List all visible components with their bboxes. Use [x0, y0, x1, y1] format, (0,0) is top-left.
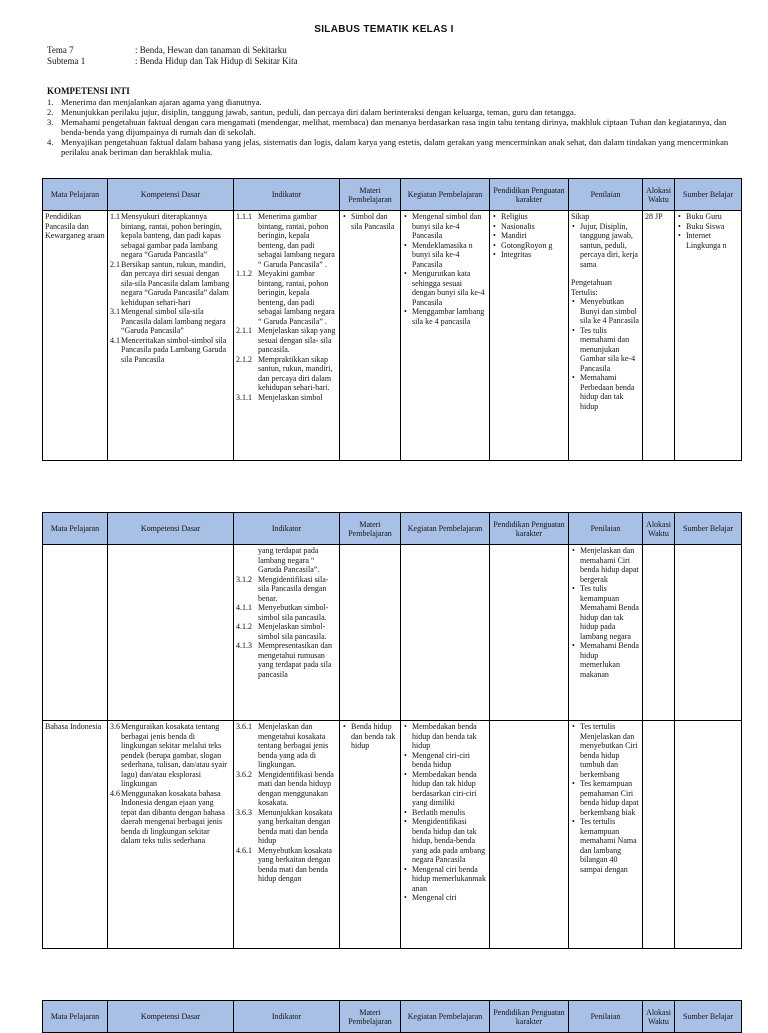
item-number: 2.1.1 [236, 326, 252, 335]
alokasi-cell [643, 721, 675, 949]
item-number: 3.1 [110, 307, 120, 316]
table-row [43, 545, 742, 721]
indikator-cell [234, 211, 340, 461]
kegiatan-cell [401, 545, 490, 721]
alokasi-cell [643, 211, 675, 461]
item-text: Menyajikan pengetahuan faktual dalam bahasa yang jelas, sistematis dan logis, dalam karya yang estetis, dalam gerakan yang mencerminkan anak sehat, dan dalam tindakan yang mencerminkan perilaku anak beriman dan berakhlak mulia. [61, 137, 729, 157]
materi-cell [340, 545, 401, 721]
item-number: 4.1 [110, 335, 120, 345]
column-header: Alokasi Waktu [643, 513, 675, 545]
indikator-item [236, 212, 337, 269]
kompetensi-inti-item [47, 117, 744, 137]
penilaian-item: • Tes tertulis Menjelaskan dan menyebutkan Ciri benda hidup tumbuh dan berkembang [580, 722, 640, 779]
item-number: 3.6 [110, 722, 120, 731]
alokasi-cell [643, 545, 675, 721]
item-text: Menyebutkan simbol- simbol sila pancasila. [258, 603, 329, 622]
column-header: Indikator [234, 513, 340, 545]
item-number: 1.1.1 [236, 212, 252, 221]
item-text: Mengidentifikasi benda mati dan benda hiduyp dengan menggunakan kosakata. [258, 769, 334, 807]
item-number: 3.6.1 [236, 722, 252, 731]
mata-pelajaran-text: Pendidikan Pancasila dan Kewarganeg araan [45, 212, 105, 240]
tema-line [47, 45, 287, 55]
item-number: 3.6.2 [236, 769, 252, 779]
kompetensi-dasar-cell [108, 545, 234, 721]
item-text: Menunjukkan kosakata yang berkaitan dengan benda mati dan benda hidup [258, 807, 333, 845]
item-number: 4.1.3 [236, 641, 252, 650]
karakter-cell [490, 211, 569, 461]
item-text: Menunjukkan perilaku jujur, disiplin, tanggung jawab, santun, peduli, dan percaya diri dalam berinteraksi dengan keluarga, teman, guru dan tetangga. [61, 107, 576, 117]
karakter-item: • Religius [501, 212, 566, 222]
item-number: 3.6.3 [236, 807, 252, 817]
materi-cell [340, 721, 401, 949]
kompetensi-dasar-cell [108, 211, 234, 461]
indikator-item [236, 326, 337, 355]
kompetensi-dasar-item [110, 336, 231, 365]
karakter-item: • Nasionalis [501, 222, 566, 232]
item-number: 3. [47, 117, 54, 127]
kegiatan-item: • Mengenal ciri [412, 893, 487, 903]
indikator-item [236, 770, 337, 808]
mata-pelajaran-cell [43, 211, 108, 461]
sumber-item: • Internet Lingkunga n [686, 231, 739, 250]
kegiatan-item: • Membedakan benda hidup dan benda tak hidup [412, 722, 487, 751]
sumber-item: • Buku Siswa [686, 222, 739, 232]
karakter-cell [490, 545, 569, 721]
column-header: Mata Pelajaran [43, 179, 108, 211]
indikator-item [236, 641, 337, 679]
item-number: 2.1.2 [236, 354, 252, 364]
subtema-label: Subtema 1 [47, 56, 86, 66]
item-text: Menceritakan simbol-simbol sila Pancasila pada Lambang Garuda sila Pancasila [121, 335, 227, 364]
column-header: Materi Pembelajaran [340, 1001, 401, 1033]
indikator-item [236, 846, 337, 884]
column-header: Alokasi Waktu [643, 1001, 675, 1033]
item-text: Menjelaskan simbol-simbol sila pancasila. [258, 622, 327, 641]
indikator-item [236, 393, 337, 403]
sumber-cell [675, 211, 742, 461]
kegiatan-item: • Mengidentifikasi benda hidup dan tak hidup, benda-benda yang ada pada ambang negara Pancasila [412, 817, 487, 865]
item-number: 4. [47, 137, 54, 147]
indikator-item [236, 603, 337, 622]
column-header: Penilaian [569, 513, 643, 545]
penilaian-cell [569, 545, 643, 721]
column-header: Indikator [234, 1001, 340, 1033]
kompetensi-dasar-item [110, 307, 231, 336]
indikator-item [236, 622, 337, 641]
column-header: Indikator [234, 179, 340, 211]
syllabus-table-1 [42, 178, 742, 461]
karakter-item: • GotongRoyon g [501, 241, 566, 251]
indikator-item [236, 722, 337, 770]
column-header: Sumber Belajar [675, 1001, 742, 1033]
item-text: Memahami pengetahuan faktual dengan cara mengamati (mendengar, melihat, membaca) dan menanya berdasarkan rasa ingin tahu tentang dirinya, makhluk ciptaan Tuhan dan kegiatannya, dan benda-benda yang dijumpainya di rumah dan di sekolah. [61, 117, 727, 137]
item-number: 4.1.1 [236, 603, 252, 612]
penilaian-cell [569, 211, 643, 461]
column-header: Sumber Belajar [675, 179, 742, 211]
item-number: 2.1 [110, 259, 120, 269]
indikator-item [236, 269, 337, 326]
karakter-item: • Mandiri [501, 231, 566, 241]
kegiatan-item: • Mengenal ciri-ciri benda hidup [412, 751, 487, 770]
column-header: Penilaian [569, 1001, 643, 1033]
column-header: Mata Pelajaran [43, 1001, 108, 1033]
item-text: Menguraikan kosakata tentang berbagai jenis benda di lingkungan sekitar melalui teks pendek (berupa gambar, slogan sederhana, tulisan, dan/atau syair lagu) dan/atau eksplorasi lingkungan [121, 722, 227, 788]
item-text: Mempresentasikan dan mengetahui rumusan yang terdapat pada sila pancasila [258, 641, 332, 679]
alokasi-text: 28 JP [645, 212, 663, 221]
syllabus-table-2 [42, 512, 742, 949]
column-header: Alokasi Waktu [643, 179, 675, 211]
kompetensi-inti-item [47, 107, 744, 117]
kegiatan-item: • Mengenal simbol dan bunyi sila ke-4 Pancasila [412, 212, 487, 241]
indikator-item [236, 355, 337, 393]
item-text: Menerima gambar bintang, rantai, pohon beringin, kepala benteng, dan padi sebagai lambang negara “ Garuda Pancasila” . [258, 212, 335, 269]
kompetensi-inti-item [47, 137, 744, 157]
document-title: SILABUS TEMATIK KELAS I [314, 24, 454, 35]
kegiatan-cell [401, 721, 490, 949]
indikator-item [236, 575, 337, 604]
column-header: Kompetensi Dasar [108, 179, 234, 211]
indikator-item [236, 808, 337, 846]
penilaian-item: • Memahami Benda hidup memerlukan makanan [580, 641, 640, 679]
item-text: Mensyukuri diterapkannya bintang, rantai, pohon beringin, kepala banteng, dan padi kapas sebagai gambar pada lambang negara “Garuda Pancasila” [121, 212, 222, 259]
subtema-line [47, 56, 298, 66]
item-number: 4.6.1 [236, 845, 252, 855]
penilaian-pengetahuan-label: Pengetahuan Tertulis: [571, 278, 612, 297]
item-text: Mengenal simbol sila-sila Pancasila dalam lambang negara “Garuda Pancasila” [121, 307, 226, 335]
kegiatan-item: • Mendeklamasika n bunyi sila ke-4 Pancasila [412, 241, 487, 270]
materi-cell [340, 211, 401, 461]
penilaian-sikap-label: Sikap [571, 212, 590, 221]
item-number: 2. [47, 107, 54, 117]
table-header-row [43, 513, 742, 545]
item-number: 3.1.2 [236, 574, 252, 584]
item-text: Mengidentifikasi sila-sila Pancasila dengan benar. [258, 574, 329, 603]
mata-pelajaran-text: Bahasa Indonesia [45, 722, 102, 731]
item-text: Meyakini gambar bintang, rantai, pohon beringin, kepala benteng, dan padi sebagai lambang negara “ Garuda Pancasila” . [258, 269, 335, 326]
penilaian-item: • Tes tulis kemampuan Memahami Benda hidup dan tak hidup pada lambang negara [580, 584, 640, 641]
indikator-cell [234, 721, 340, 949]
item-number: 1.1.2 [236, 269, 252, 278]
penilaian-item: • Memahami Perbedaan benda hidup dan tak hidup [580, 373, 640, 411]
kegiatan-item: • Mengenal ciri benda hidup memerlukanmak anan [412, 865, 487, 894]
table-row [43, 211, 742, 461]
kegiatan-cell [401, 211, 490, 461]
kompetensi-inti-list [47, 97, 744, 157]
kegiatan-item: • Menggambar lambang sila ke 4 pancasila [412, 307, 487, 326]
item-number: 4.6 [110, 788, 120, 798]
penilaian-item: • Menyebutkan Bunyi dan simbol sila ke 4 Pancasila [580, 297, 640, 326]
column-header: Kegiatan Pembelajaran [401, 179, 490, 211]
indikator-continued: yang terdapat pada lambang negara “ Garuda Pancasila”. [258, 546, 320, 574]
tema-value: : Benda, Hewan dan tanaman di Sekitarku [135, 45, 287, 55]
column-header: Pendidikan Penguatan karakter [490, 513, 569, 545]
penilaian-item: • Menjelaskan dan memahami Ciri benda hidup dapat bergerak [580, 546, 640, 584]
table-row [43, 721, 742, 949]
item-number: 1. [47, 97, 54, 107]
syllabus-table-3 [42, 1000, 742, 1033]
column-header: Kegiatan Pembelajaran [401, 513, 490, 545]
kompetensi-dasar-item [110, 789, 231, 846]
column-header: Kegiatan Pembelajaran [401, 1001, 490, 1033]
column-header: Mata Pelajaran [43, 513, 108, 545]
kegiatan-item: • Mengurutkan kata sehingga sesuai dengan bunyi sila ke-4 Pancasila [412, 269, 487, 307]
penilaian-cell [569, 721, 643, 949]
materi-item: • Simbol dan sila Pancasila [351, 212, 398, 231]
item-text: Mempraktikkan sikap santun, rukun, mandiri, dan percaya diri dalam kehidupan sehari-hari. [258, 354, 333, 392]
column-header: Materi Pembelajaran [340, 179, 401, 211]
karakter-cell [490, 721, 569, 949]
column-header: Kompetensi Dasar [108, 1001, 234, 1033]
item-text: Bersikap santun, rukun, mandiri, dan percaya diri sesuai dengan sila-sila Pancasila dalam lambang negara “Garuda Pancasila” dalam kehidupan sehari-hari [121, 259, 230, 307]
sumber-cell [675, 545, 742, 721]
sumber-item: • Buku Guru [686, 212, 739, 222]
penilaian-item: • Tes tulis memahami dan menunjukan Gambar sila ke-4 Pancasila [580, 326, 640, 374]
item-number: 4.1.2 [236, 622, 252, 631]
column-header: Kompetensi Dasar [108, 513, 234, 545]
mata-pelajaran-cell [43, 545, 108, 721]
column-header: Sumber Belajar [675, 513, 742, 545]
item-text: Menyebutkan kosakata yang berkaitan dengan benda mati dan benda hidup dengan [258, 845, 332, 883]
indikator-cell [234, 545, 340, 721]
column-header: Pendidikan Penguatan karakter [490, 1001, 569, 1033]
item-text: Menjelaskan simbol [258, 392, 323, 402]
kompetensi-inti-heading: KOMPETENSI INTI [47, 86, 130, 96]
column-header: Materi Pembelajaran [340, 513, 401, 545]
kompetensi-dasar-item [110, 212, 231, 260]
penilaian-item: • Jujur, Disiplin, tanggung jawab, santun, peduli, percaya diri, kerja sama [580, 222, 640, 270]
column-header: Penilaian [569, 179, 643, 211]
kompetensi-dasar-cell [108, 721, 234, 949]
kompetensi-dasar-item [110, 722, 231, 789]
item-number: 1.1 [110, 212, 120, 221]
mata-pelajaran-cell [43, 721, 108, 949]
penilaian-item: • Tes tertulis kemampuan memahami Nama dan lambang bilangan 40 sampai dengan [580, 817, 640, 874]
karakter-item: • Integritas [501, 250, 566, 260]
subtema-value: : Benda Hidup dan Tak Hidup di Sekitar Kita [135, 56, 298, 66]
item-number: 3.1.1 [236, 392, 252, 402]
table-header-row [43, 1001, 742, 1033]
item-text: Menjelaskan sikap yang sesuai dengan sila- sila pancasila. [258, 326, 336, 354]
kompetensi-inti-item [47, 97, 744, 107]
tema-label: Tema 7 [47, 45, 74, 55]
sumber-cell [675, 721, 742, 949]
column-header: Pendidikan Penguatan karakter [490, 179, 569, 211]
item-text: Menggunakan kosakata bahasa Indonesia dengan ejaan yang tepat dan dibantu dengan bahasa daerah mengenai berbagai jenis benda di lingkungan sekitar dalam teks tulis sederhana [121, 788, 225, 845]
kegiatan-item: • Berlatih menulis [412, 808, 487, 818]
item-text: Menjelaskan dan mengetahui kosakata tentang berbagai jenis benda yang ada di lingkungan. [258, 722, 329, 769]
materi-item: • Benda hidup dan benda tak hidup [351, 722, 398, 751]
penilaian-item: • Tes kemampuan pemahaman Ciri benda hidup dapat berkembang biak [580, 779, 640, 817]
kegiatan-item: • Membedakan benda hidup dan tak hidup berdasarkan ciri-ciri yang dimiliki [412, 770, 487, 808]
table-header-row [43, 179, 742, 211]
kompetensi-dasar-item [110, 260, 231, 308]
item-text: Menerima dan menjalankan ajaran agama yang dianutnya. [61, 97, 262, 107]
